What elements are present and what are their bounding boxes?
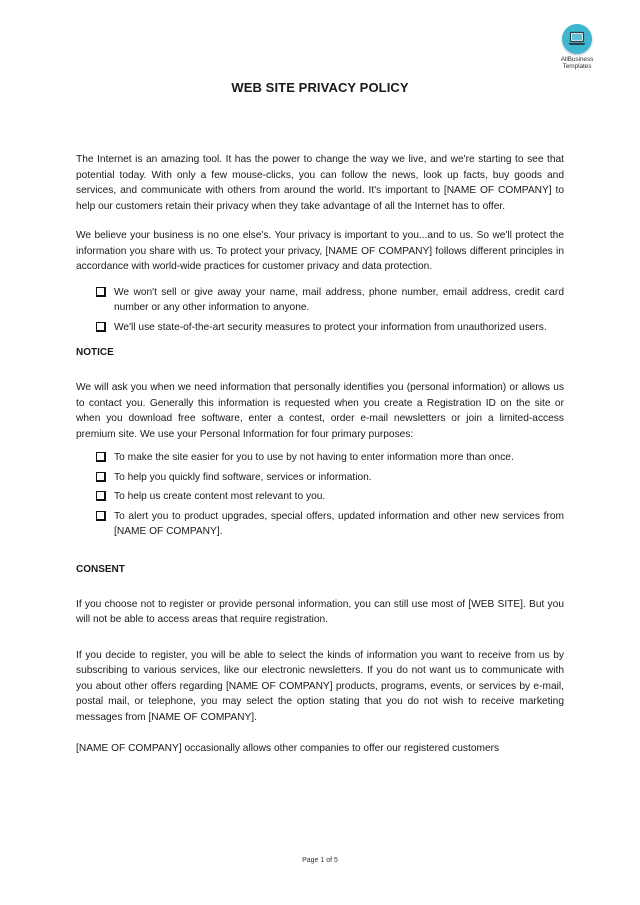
consent-paragraph-3: [NAME OF COMPANY] occasionally allows other companies to offer our registered customers xyxy=(76,743,500,754)
intro-paragraph-1: The Internet is an amazing tool. It has the power to change the way we live, and we're starting to see that potential today. With only a few mouse-clicks, you can follow the news, look up facts, buy goods and services, and communicate with others from around the world. It's important to [NAME OF COMPANY] to help our customers retain their privacy when they take advantage of all the Internet has to offer. xyxy=(76,154,564,212)
checkbox-icon xyxy=(96,472,106,482)
document-body xyxy=(76,152,564,757)
laptop-icon xyxy=(568,31,586,47)
checklist-item xyxy=(96,320,564,336)
checklist-item-text: We won't sell or give away your name, mail address, phone number, email address, credit card number or any other information to anyone. xyxy=(114,286,564,313)
checklist-item-text: To help you quickly find software, services or information. xyxy=(114,471,372,483)
checklist-item xyxy=(96,509,564,540)
checklist-item xyxy=(96,489,564,505)
intro-paragraph-2: We believe your business is no one else's. Your privacy is important to you...and to us. So we'll protect the information you share with us. To protect your privacy, [NAME OF COMPANY] follows different principles in accordance with world-wide practices for customer privacy and data protection. xyxy=(76,230,564,272)
logo-badge xyxy=(562,24,592,54)
logo-line-1: AllBusiness xyxy=(560,56,594,63)
checkbox-icon xyxy=(96,511,106,521)
allbusiness-logo xyxy=(551,24,603,70)
logo-line-2: Templates xyxy=(562,63,592,70)
checkbox-icon xyxy=(96,322,106,332)
checkbox-icon xyxy=(96,452,106,462)
checklist-item xyxy=(96,450,564,466)
section-heading-notice: NOTICE xyxy=(76,347,114,358)
notice-paragraph: We will ask you when we need information that personally identifies you (personal information) or allows us to contact you. Generally this information is requested when you create a Registration ID on the site or when you download free software, enter a contest, order e-mail newsletters or join a limited-access premium site. We use your Personal Information for four primary purposes: xyxy=(76,382,564,440)
checklist-item-text: To make the site easier for you to use by not having to enter information more than once. xyxy=(114,452,514,463)
section-heading-consent: CONSENT xyxy=(76,563,125,575)
page-number: Page 1 of 5 xyxy=(302,857,338,864)
checkbox-icon xyxy=(96,491,106,501)
intro-checklist xyxy=(96,285,564,336)
checkbox-icon xyxy=(96,287,106,297)
document-title: WEB SITE PRIVACY POLICY xyxy=(231,80,409,95)
consent-paragraph-2: If you decide to register, you will be able to select the kinds of information you want to receive from us by subscribing to various services, like our electronic newsletters. If you do not want us to communicate with you about other offers regarding [NAME OF COMPANY] products, programs, events, or services by e-mail, postal mail, or telephone, you may select the option stating that you do not wish to receive marketing messages from [NAME OF COMPANY]. xyxy=(76,649,564,723)
checklist-item-text: To alert you to product upgrades, special offers, updated information and other new services from [NAME OF COMPANY]. xyxy=(114,510,564,537)
checklist-item xyxy=(96,470,564,486)
checklist-item xyxy=(96,285,564,316)
notice-checklist xyxy=(96,450,564,540)
checklist-item-text: We'll use state-of-the-art security measures to protect your information from unauthorized users. xyxy=(114,321,547,333)
checklist-item-text: To help us create content most relevant to you. xyxy=(114,491,326,502)
logo-text xyxy=(551,56,603,70)
consent-paragraph-1: If you choose not to register or provide personal information, you can still use most of [WEB SITE]. But you will not be able to access areas that require registration. xyxy=(76,598,564,625)
